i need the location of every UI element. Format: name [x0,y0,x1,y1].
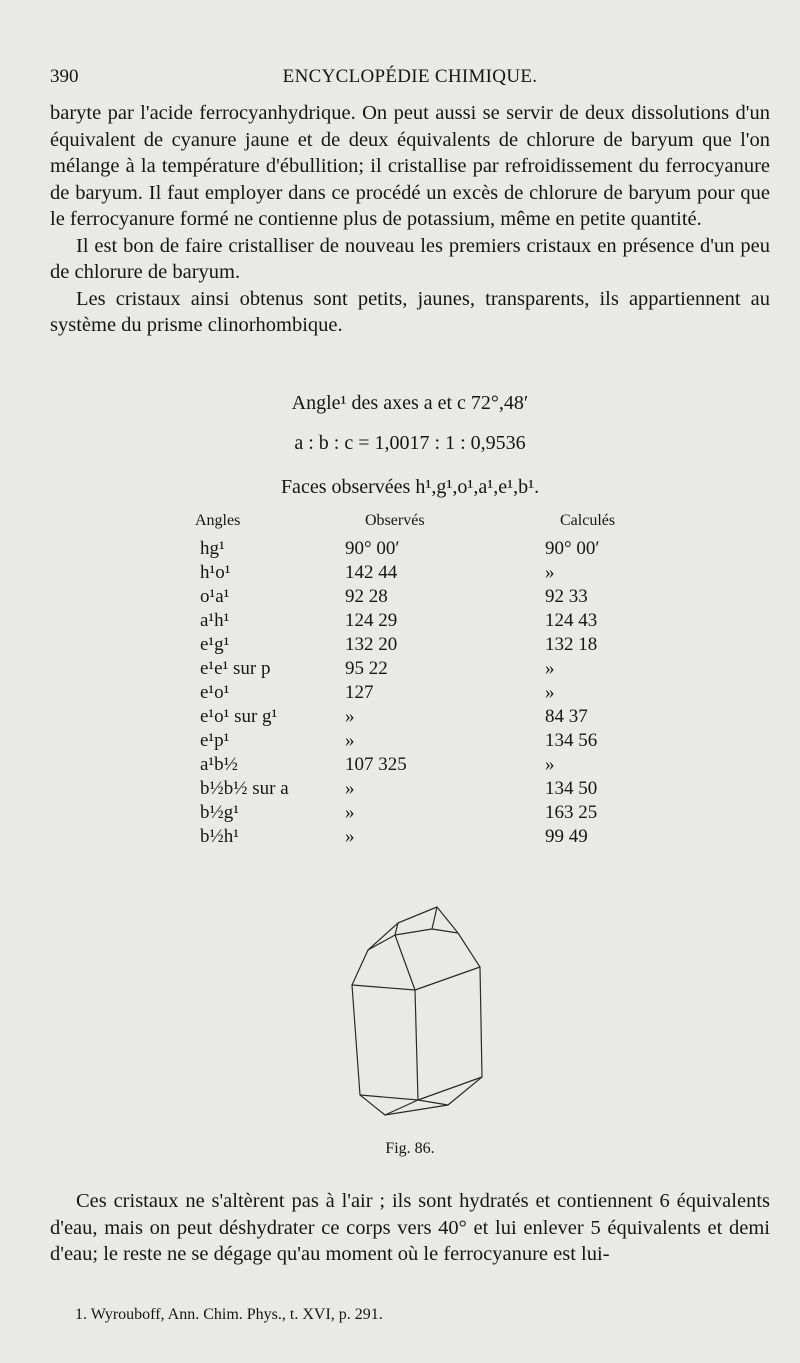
footnote: 1. Wyrouboff, Ann. Chim. Phys., t. XVI, p. 291. [75,1306,383,1323]
header-angles: Angles [195,512,241,529]
observed-cell: 95 22 [345,658,388,679]
calculated-cell: 124 43 [545,610,598,631]
table-row [150,538,690,562]
angle-cell: a¹h¹ [200,610,230,631]
calculated-cell: » [545,682,555,703]
running-title: ENCYCLOPÉDIE CHIMIQUE. [282,66,538,87]
calculated-cell: 90° 00′ [545,538,600,559]
crystal-edge [360,1095,418,1100]
observed-cell: 127 [345,682,374,703]
calculated-cell: 99 49 [545,826,588,847]
observed-cell: 132 20 [345,634,398,655]
observed-cell: 90° 00′ [345,538,400,559]
calculated-cell: 132 18 [545,634,598,655]
angle-cell: b½h¹ [200,826,239,847]
angle-cell: e¹p¹ [200,730,230,751]
page-header [50,66,770,92]
table-row [150,754,690,778]
table-row [150,802,690,826]
table-header [150,512,690,538]
angle-table [150,512,690,850]
observed-cell: » [345,706,355,727]
observed-cell: » [345,826,355,847]
table-row [150,778,690,802]
closing-paragraph: Ces cristaux ne s'altèrent pas à l'air ; ils sont hydratés et contiennent 6 équivalents d'eau, mais on peut déshydrater ce corps vers 40° et lui enlever 5 équivalents et demi d'eau; le reste ne se dégage qu'au moment où le ferrocyanure est lui- [50,1190,770,1265]
observed-cell: » [345,730,355,751]
figure-caption: Fig. 86. [385,1140,435,1157]
angle-cell: e¹e¹ sur p [200,658,271,679]
observed-cell: » [345,802,355,823]
crystal-edge [418,1077,482,1100]
axis-ratio-line: a : b : c = 1,0017 : 1 : 0,9536 [294,432,526,454]
observed-cell: 107 325 [345,754,407,775]
header-observed: Observés [365,512,425,529]
table-row [150,826,690,850]
table-row [150,586,690,610]
table-row [150,658,690,682]
crystal-edge [395,929,432,935]
paragraph-1: baryte par l'acide ferrocyanhydrique. On peut aussi se servir de deux dissolutions d'un équivalent de cyanure jaune et de deux équivalents de chlorure de baryum que l'on mélange à la température d'ébullition; il cristallise par refroidissement du ferrocyanure de baryum. Il faut employer dans ce procédé un excès de chlorure de baryum pour que le ferrocyanure formé ne contienne plus de potassium, même en petite quantité. [50,102,770,230]
opening-paragraphs [50,100,770,339]
angle-cell: e¹o¹ sur g¹ [200,706,278,727]
calculated-cell: 134 50 [545,778,598,799]
observed-cell: 92 28 [345,586,388,607]
angle-cell: e¹o¹ [200,682,230,703]
angle-cell: e¹g¹ [200,634,230,655]
table-row [150,610,690,634]
table-row [150,562,690,586]
angle-cell: o¹a¹ [200,586,230,607]
angle-cell: h¹o¹ [200,562,231,583]
paragraph-2: Il est bon de faire cristalliser de nouveau les premiers cristaux en présence d'un peu de chlorure de baryum. [50,234,770,283]
calculated-cell: 92 33 [545,586,588,607]
observed-cell: » [345,778,355,799]
table-row [150,634,690,658]
crystal-edge [415,990,418,1100]
crystal-edge [415,967,480,990]
calculated-cell: » [545,754,555,775]
angle-cell: b½g¹ [200,802,239,823]
paragraph-3: Les cristaux ainsi obtenus sont petits, jaunes, transparents, ils appartiennent au système du prisme clinorhombique. [50,287,770,336]
calculated-cell: 84 37 [545,706,588,727]
calculated-cell: 163 25 [545,802,598,823]
angle-cell: a¹b½ [200,754,238,775]
observed-faces-line: Faces observées h¹,g¹,o¹,a¹,e¹,b¹. [280,476,540,498]
crystal-edge [395,935,415,990]
header-calculated: Calculés [560,512,616,529]
crystal-edge [432,929,458,933]
observed-cell: 124 29 [345,610,398,631]
calculated-cell: » [545,562,555,583]
calculated-cell: 134 56 [545,730,598,751]
page-number: 390 [50,66,79,87]
observed-cell: 142 44 [345,562,398,583]
crystal-edge [432,907,437,929]
axis-angle-line: Angle¹ des axes a et c 72°,48′ [291,392,529,414]
table-row [150,730,690,754]
crystal-figure [340,905,510,1125]
crystal-edge [352,985,415,990]
table-body [150,538,690,850]
crystal-edge [418,1100,448,1105]
angle-cell: b½b½ sur a [200,778,289,799]
crystal-edge [398,907,437,923]
calculated-cell: » [545,658,555,679]
table-row [150,706,690,730]
angle-cell: hg¹ [200,538,225,559]
table-row [150,682,690,706]
